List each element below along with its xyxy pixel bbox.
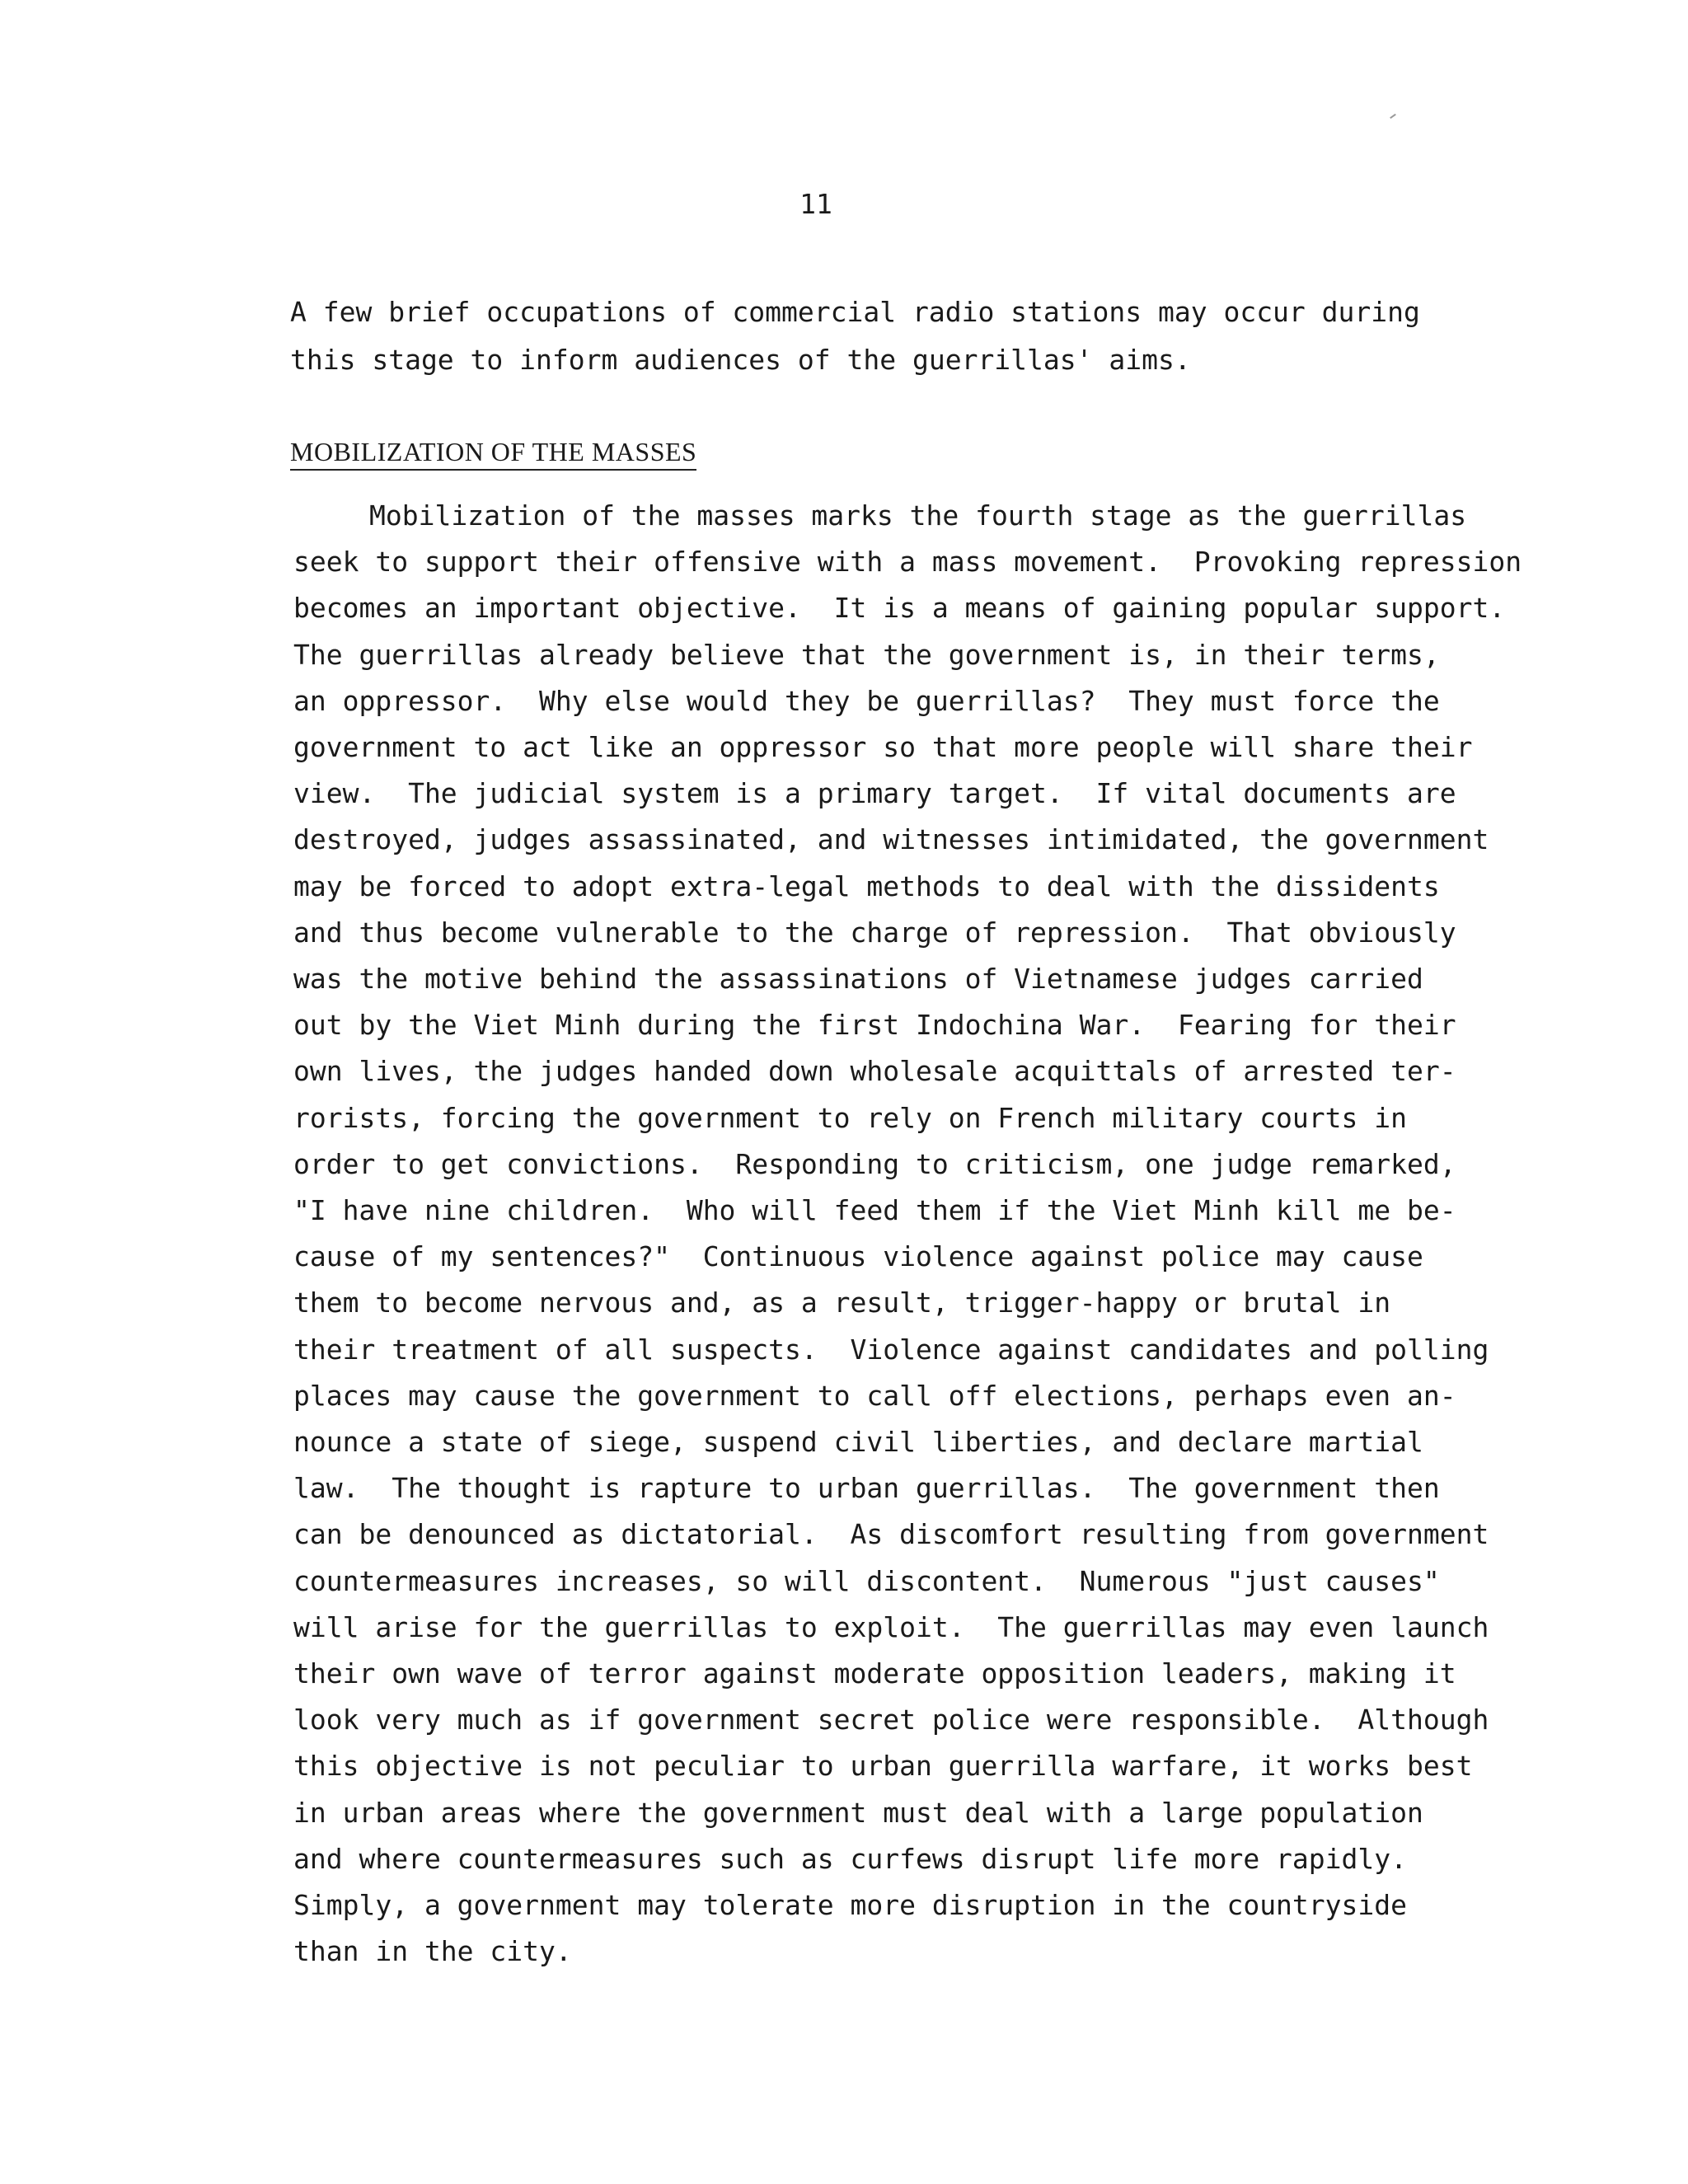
body-line: was the motive behind the assassinations of Vietnamese judges carried: [293, 963, 1423, 996]
body-line: places may cause the government to call off elections, perhaps even an-: [293, 1379, 1456, 1412]
body-line: their own wave of terror against moderate opposition leaders, making it: [293, 1657, 1456, 1690]
body-line: out by the Viet Minh during the first Indochina War. Fearing for their: [293, 1009, 1456, 1042]
body-line: will arise for the guerrillas to exploit. The guerrillas may even launch: [293, 1610, 1489, 1643]
body-line: and thus become vulnerable to the charge of repression. That obviously: [293, 916, 1456, 949]
intro-line: A few brief occupations of commercial radio stations may occur during: [290, 296, 1420, 328]
body-line: their treatment of all suspects. Violence against candidates and polling: [293, 1333, 1489, 1366]
body-line: government to act like an oppressor so that more people will share their: [293, 731, 1473, 764]
body-line: destroyed, judges assassinated, and witnesses intimidated, the government: [293, 823, 1489, 856]
body-line: The guerrillas already believe that the government is, in their terms,: [293, 638, 1440, 671]
body-line: rorists, forcing the government to rely on French military courts in: [293, 1101, 1408, 1134]
body-line: can be denounced as dictatorial. As discomfort resulting from government: [293, 1518, 1489, 1551]
body-line: this objective is not peculiar to urban guerrilla warfare, it works best: [293, 1750, 1473, 1783]
body-line: nounce a state of siege, suspend civil liberties, and declare martial: [293, 1426, 1423, 1459]
body-line: cause of my sentences?" Continuous violence against police may cause: [293, 1240, 1423, 1273]
body-line: in urban areas where the government must deal with a large population: [293, 1796, 1423, 1829]
body-paragraph: [293, 493, 1546, 1975]
body-line: Simply, a government may tolerate more disruption in the countryside: [293, 1889, 1408, 1922]
body-line: may be forced to adopt extra-legal methods to deal with the dissidents: [293, 869, 1440, 902]
body-line: and where countermeasures such as curfews disrupt life more rapidly.: [293, 1842, 1408, 1875]
body-line: seek to support their offensive with a mass movement. Provoking repression: [293, 546, 1522, 579]
body-line: view. The judicial system is a primary target. If vital documents are: [293, 777, 1456, 810]
body-line: countermeasures increases, so will discontent. Numerous "just causes": [293, 1564, 1440, 1597]
body-line: law. The thought is rapture to urban guerrillas. The government then: [293, 1472, 1440, 1505]
body-line: Mobilization of the masses marks the fourth stage as the guerrillas: [369, 499, 1467, 532]
scan-speck: [1390, 114, 1396, 119]
body-line: look very much as if government secret police were responsible. Although: [293, 1704, 1489, 1736]
body-line: "I have nine children. Who will feed them if the Viet Minh kill me be-: [293, 1194, 1456, 1227]
intro-paragraph: [290, 288, 1543, 384]
page-number: 11: [799, 188, 832, 220]
body-line: an oppressor. Why else would they be guerrillas? They must force the: [293, 684, 1440, 717]
intro-line: this stage to inform audiences of the guerrillas' aims.: [290, 344, 1191, 376]
body-line: than in the city.: [293, 1935, 572, 1968]
body-line: own lives, the judges handed down wholesale acquittals of arrested ter-: [293, 1055, 1456, 1088]
body-line: them to become nervous and, as a result, trigger-happy or brutal in: [293, 1286, 1391, 1319]
section-heading: MOBILIZATION OF THE MASSES: [290, 437, 696, 471]
body-line: order to get convictions. Responding to criticism, one judge remarked,: [293, 1147, 1456, 1180]
body-line: becomes an important objective. It is a means of gaining popular support.: [293, 592, 1506, 625]
